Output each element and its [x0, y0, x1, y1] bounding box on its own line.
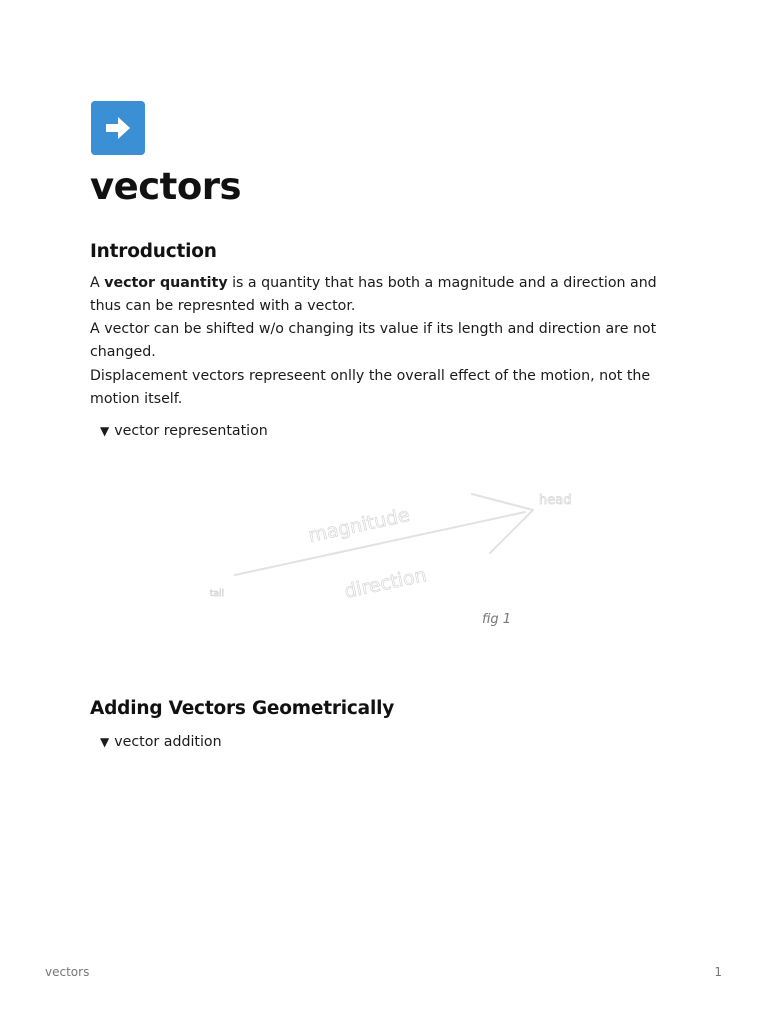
arrow-right-icon: [101, 111, 135, 145]
vector-arrowhead: [472, 494, 533, 553]
paragraph-prefix: A: [90, 275, 105, 291]
label-tail: tail: [210, 589, 225, 599]
section-heading-introduction: Introduction: [90, 241, 217, 262]
section-heading-adding-vectors: Adding Vectors Geometrically: [90, 698, 395, 719]
toggle-label: vector addition: [114, 734, 222, 750]
label-direction: direction: [342, 564, 429, 603]
toggle-vector-addition[interactable]: [100, 731, 222, 753]
paragraph-rest: is a quantity that has both a magnitude and a direction and thus can be represnted with a vector.: [90, 275, 657, 315]
vector-figure: [200, 480, 600, 610]
paragraph-vector-quantity: [90, 272, 680, 319]
paragraph-shifting: A vector can be shifted w/o changing its value if its length and direction are not changed.: [90, 321, 657, 361]
toggle-triangle-icon: ▼: [100, 424, 110, 438]
toggle-label: vector representation: [114, 423, 268, 439]
label-head: head: [539, 493, 572, 508]
footer-title: vectors: [45, 965, 90, 979]
toggle-triangle-icon: ▼: [100, 735, 110, 749]
toggle-vector-representation[interactable]: [100, 420, 268, 442]
label-magnitude: magnitude: [306, 504, 412, 547]
paragraph-displacement: Displacement vectors represeent onlly the overall effect of the motion, not the motion itself.: [90, 368, 651, 408]
page-title: vectors: [90, 165, 242, 208]
bold-term: vector quantity: [104, 275, 228, 291]
footer-page-number: 1: [714, 965, 722, 979]
page-icon[interactable]: [91, 101, 145, 155]
figure-caption: fig 1: [482, 612, 512, 627]
